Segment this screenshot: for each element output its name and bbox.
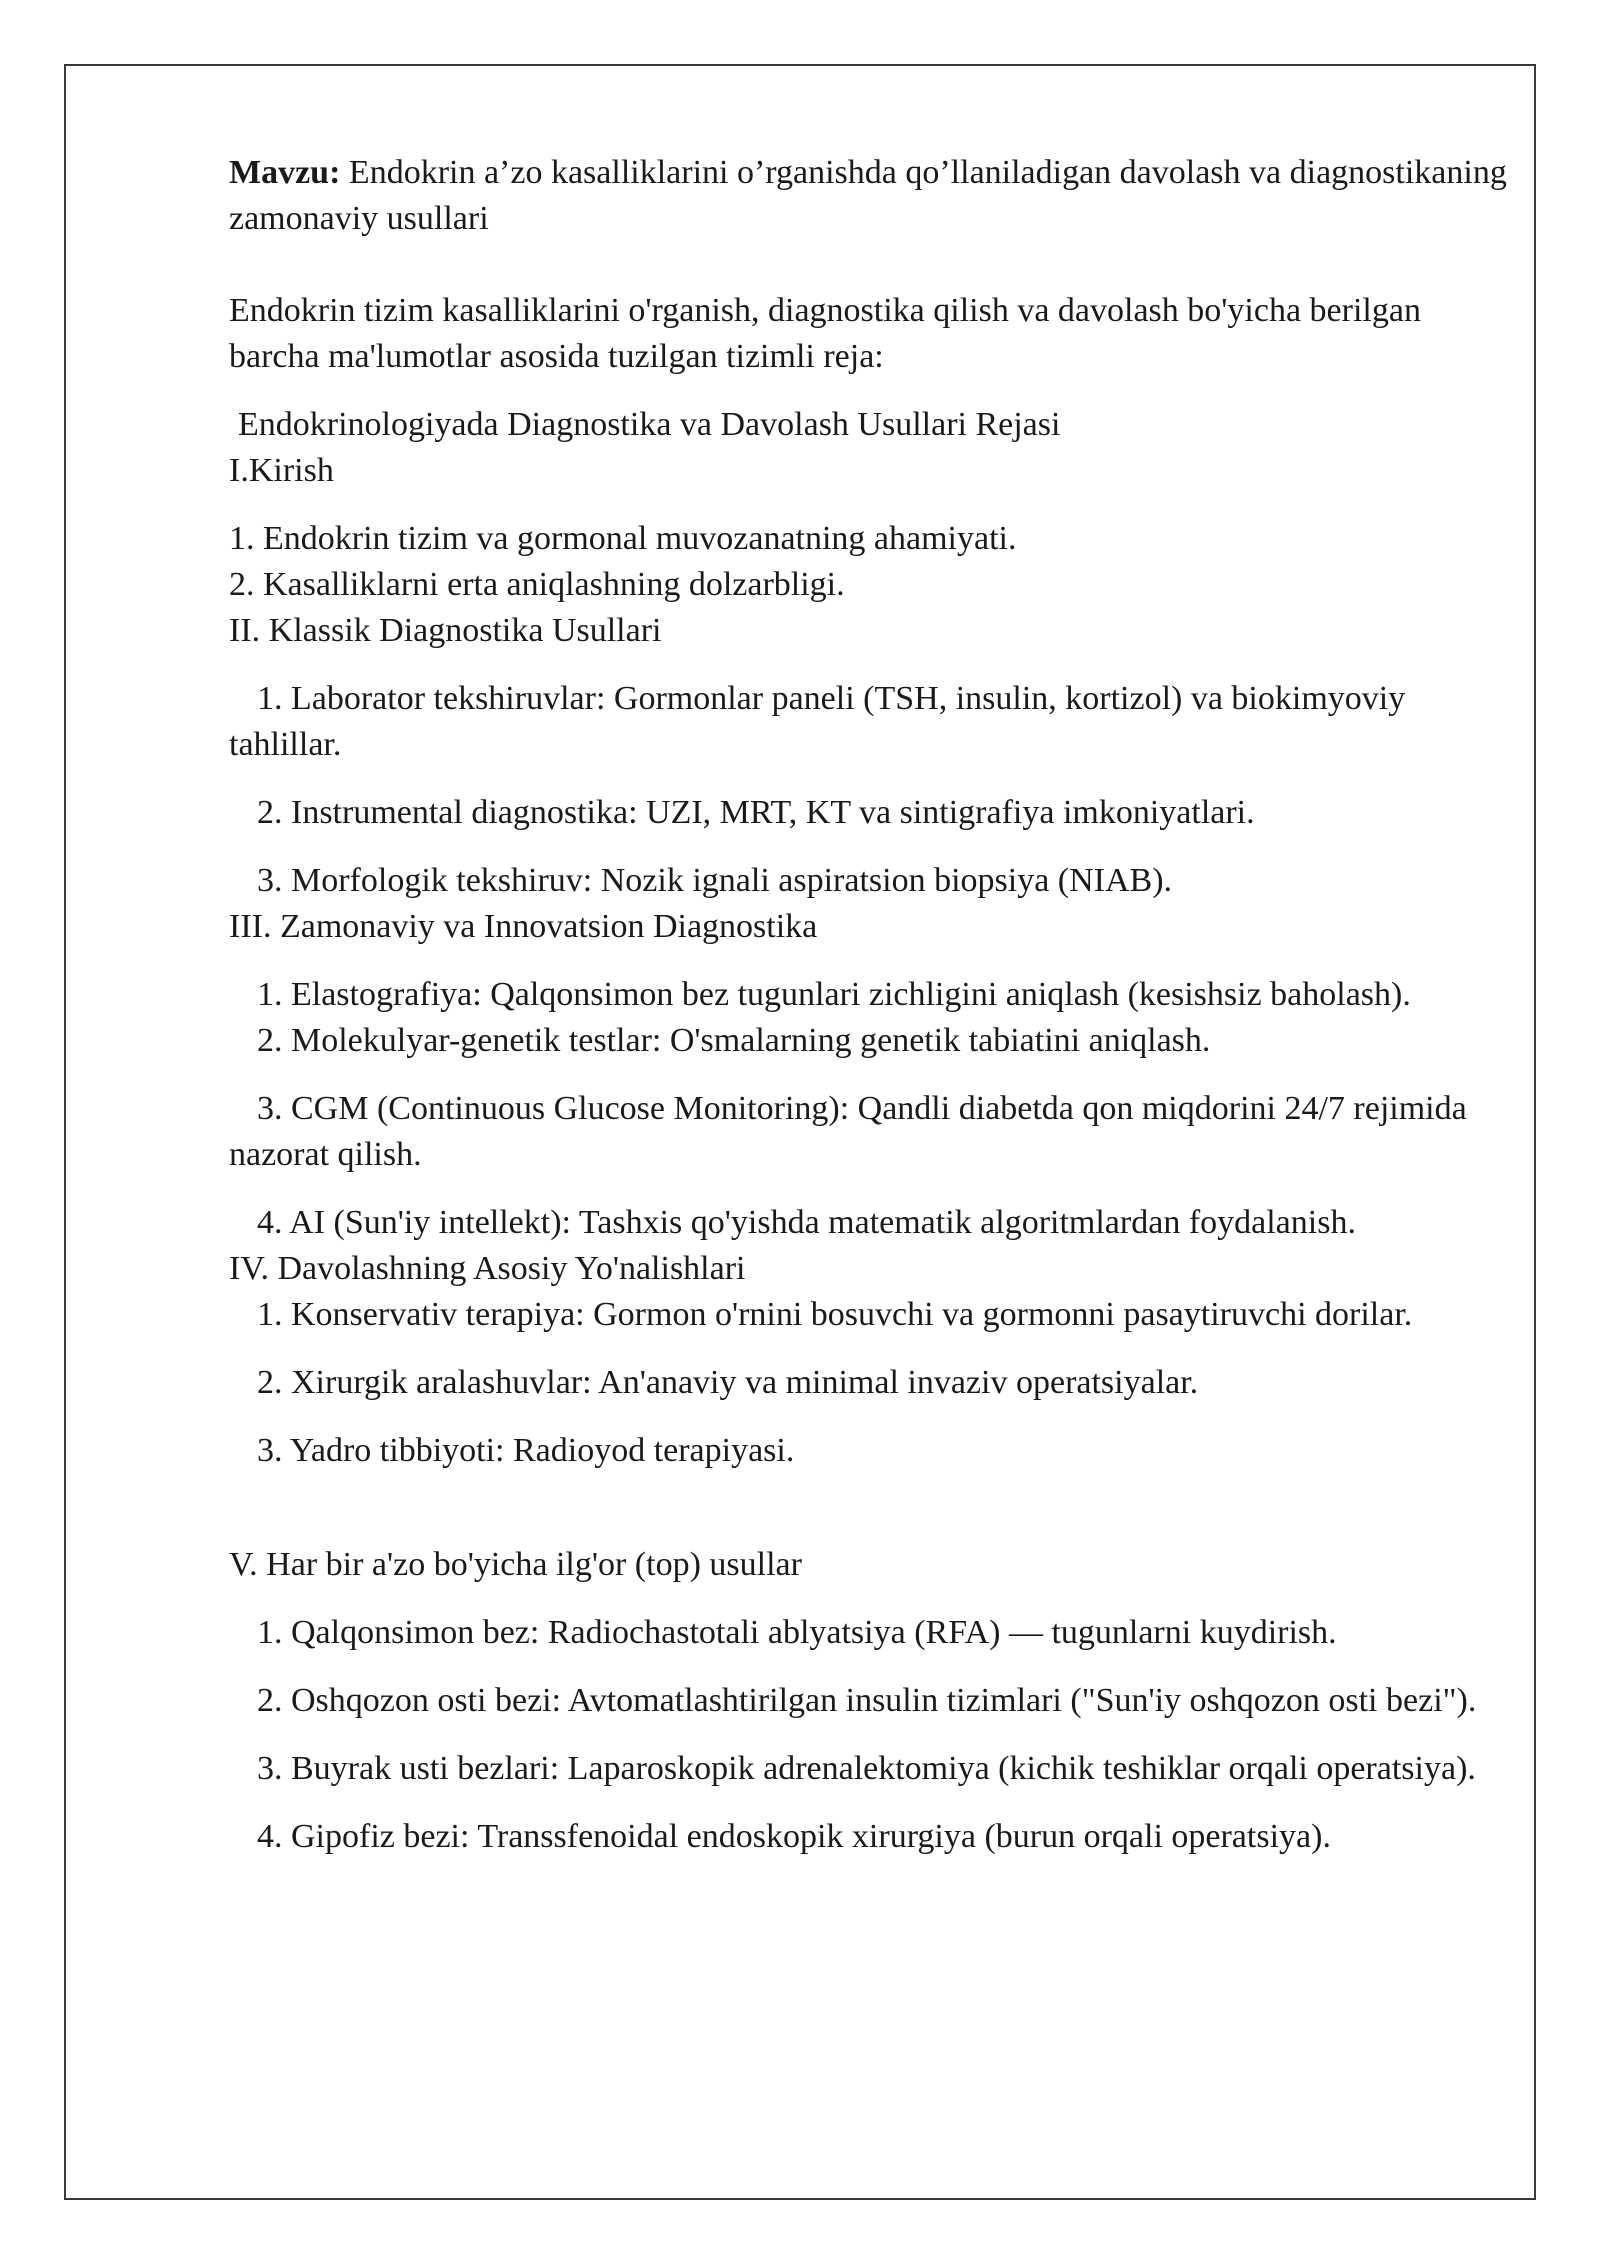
- list-item: 1. Elastografiya: Qalqonsimon bez tugunlari zichligini aniqlash (kesishsiz baholash).: [257, 976, 1411, 1013]
- list-item: 1. Endokrin tizim va gormonal muvozanatning ahamiyati.: [229, 520, 1017, 557]
- topic-line: [229, 150, 1509, 242]
- section-heading: II. Klassik Diagnostika Usullari: [229, 612, 662, 649]
- intro-paragraph: Endokrin tizim kasalliklarini o'rganish, diagnostika qilish va davolash bo'yicha berilgan barcha ma'lumotlar asosida tuzilgan tizimli reja:: [229, 292, 1421, 375]
- list-item: 2. Kasalliklarni erta aniqlashning dolzarbligi.: [229, 566, 845, 603]
- list-item: 3. CGM (Continuous Glucose Monitoring): Qandli diabetda qon miqdorini 24/7 rejimida nazorat qilish.: [229, 1090, 1467, 1173]
- list-item: 4. Gipofiz bezi: Transsfenoidal endoskopik xirurgiya (burun orqali operatsiya).: [257, 1818, 1331, 1855]
- list-item: 2. Xirurgik aralashuvlar: An'anaviy va minimal invaziv operatsiyalar.: [257, 1364, 1199, 1401]
- list-item: 3. Yadro tibbiyoti: Radioyod terapiyasi.: [257, 1432, 795, 1469]
- list-item: 1. Qalqonsimon bez: Radiochastotali ablyatsiya (RFA) — tugunlarni kuydirish.: [257, 1614, 1337, 1651]
- list-item: 2. Oshqozon osti bezi: Avtomatlashtirilgan insulin tizimlari ("Sun'iy oshqozon osti bezi").: [257, 1682, 1477, 1719]
- section-heading: V. Har bir a'zo bo'yicha ilg'or (top) usullar: [229, 1546, 802, 1583]
- section-heading: III. Zamonaviy va Innovatsion Diagnostika: [229, 908, 818, 945]
- list-item: 3. Morfologik tekshiruv: Nozik ignali aspiratsion biopsiya (NIAB).: [257, 862, 1173, 899]
- topic-text: Endokrin a’zo kasalliklarini o’rganishda qo’llaniladigan davolash va diagnostikaning zamonaviy usullari: [229, 154, 1507, 237]
- list-item: 1. Konservativ terapiya: Gormon o'rnini bosuvchi va gormonni pasaytiruvchi dorilar.: [257, 1296, 1413, 1333]
- list-item: 3. Buyrak usti bezlari: Laparoskopik adrenalektomiya (kichik teshiklar orqali operatsiya).: [257, 1750, 1476, 1787]
- topic-label: Mavzu:: [229, 154, 341, 191]
- section-heading: I.Kirish: [229, 452, 334, 489]
- list-item: 2. Molekulyar-genetik testlar: O'smalarning genetik tabiatini aniqlash.: [257, 1022, 1211, 1059]
- list-item: 2. Instrumental diagnostika: UZI, MRT, KT va sintigrafiya imkoniyatlari.: [257, 794, 1255, 831]
- section-heading: IV. Davolashning Asosiy Yo'nalishlari: [229, 1250, 746, 1287]
- list-item: 1. Laborator tekshiruvlar: Gormonlar paneli (TSH, insulin, kortizol) va biokimyoviy tahlillar.: [229, 680, 1406, 763]
- document-body: [229, 150, 1509, 1860]
- plan-title: Endokrinologiyada Diagnostika va Davolash Usullari Rejasi: [238, 406, 1061, 443]
- list-item: 4. AI (Sun'iy intellekt): Tashxis qo'yishda matematik algoritmlardan foydalanish.: [257, 1204, 1356, 1241]
